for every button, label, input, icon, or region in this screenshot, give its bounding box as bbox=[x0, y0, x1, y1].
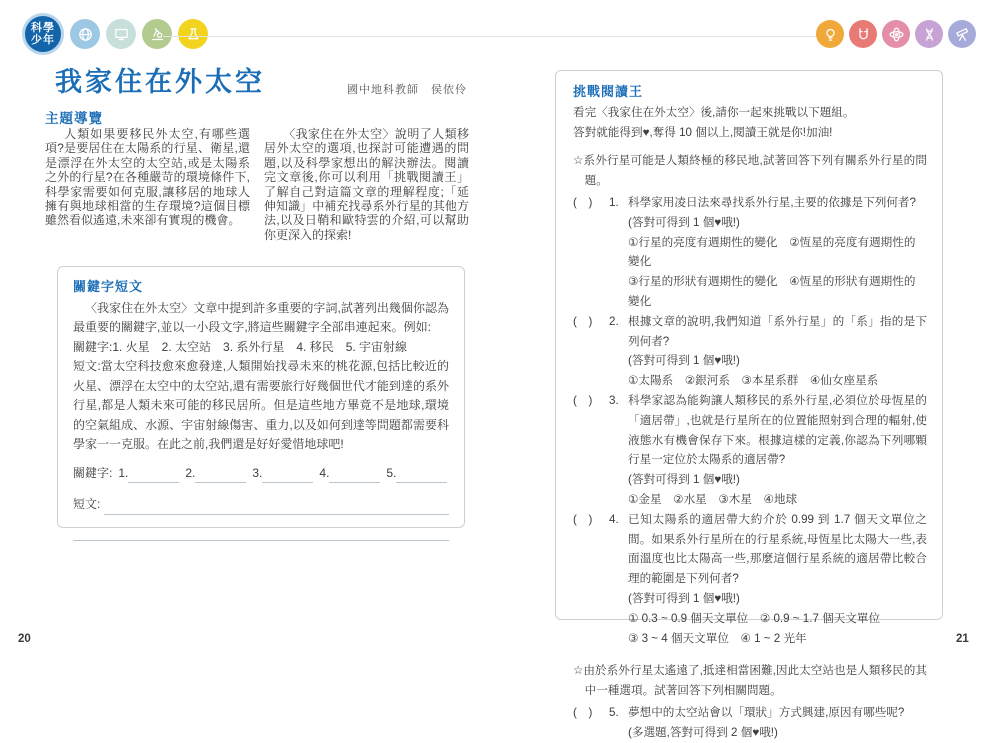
question-number: 5. bbox=[609, 705, 619, 719]
guide-section-heading: 主題導覽 bbox=[45, 111, 103, 126]
science-youth-logo bbox=[22, 13, 64, 55]
earth-science-icon bbox=[70, 19, 100, 49]
logo-line2: 少年 bbox=[31, 34, 55, 46]
fill-blank-1[interactable] bbox=[128, 469, 179, 483]
question-2 bbox=[573, 312, 927, 391]
answer-blank[interactable]: ( ) bbox=[573, 512, 593, 526]
technology-icon bbox=[106, 19, 136, 49]
section-star-2: ☆由於系外行星太遙遠了,抵達相當困難,因此太空站也是人類移民的其中一種選項。試著回答下列相關問題。 bbox=[573, 664, 927, 698]
question-3 bbox=[573, 391, 927, 510]
question-options-line: ③ 3 ~ 4 個天文單位 ④ 1 ~ 2 光年 bbox=[628, 631, 807, 645]
question-reward: (答對可得到 1 個♥哦!) bbox=[628, 354, 740, 368]
fill-number: 5. bbox=[386, 465, 397, 480]
header-right-icons bbox=[816, 20, 976, 48]
question-text: 科學家認為能夠讓人類移民的系外行星,必須位於母恆星的「適居帶」,也就是行星所在的位置能照射到合理的輻射,使液態水有機會保存下來。根據這樣的定義,你認為下列哪顆行星一定位於太陽系的適居帶? bbox=[628, 393, 927, 467]
logo-line1: 科學 bbox=[31, 22, 55, 34]
question-options-line: ③行星的形狀有週期性的變化 ④恆星的形狀有週期性的變化 bbox=[628, 275, 916, 308]
fill-number: 2. bbox=[185, 465, 196, 480]
question-4 bbox=[573, 510, 927, 649]
short-text-blank-1[interactable] bbox=[104, 501, 449, 515]
telescope-icon bbox=[948, 20, 976, 48]
fill-label: 關鍵字: bbox=[73, 465, 113, 480]
challenge-intro-1: 看完〈我家住在外太空〉後,請你一起來挑戰以下題組。 bbox=[573, 105, 855, 119]
guide-columns bbox=[45, 127, 469, 242]
question-options-line: ①太陽系 ②銀河系 ③本星系群 ④仙女座星系 bbox=[628, 374, 879, 388]
question-number: 1. bbox=[609, 195, 619, 209]
answer-blank[interactable]: ( ) bbox=[573, 705, 593, 719]
question-text: 科學家用凌日法來尋找系外行星,主要的依據是下列何者? bbox=[628, 195, 916, 209]
question-text: 已知太陽系的適居帶大約介於 0.99 到 1.7 個天文單位之間。如果系外行星所在的行星系統,母恆星比太陽大一些,表面溫度也比太陽高一些,那麼這個行星系統的適居帶比較合理的範圍是下列何者? bbox=[628, 512, 927, 586]
fill-blank-5[interactable] bbox=[396, 469, 447, 483]
dna-icon bbox=[915, 20, 943, 48]
question-5 bbox=[573, 703, 927, 743]
article-title: 我家住在外太空 bbox=[55, 67, 265, 97]
keyword-essay-box bbox=[57, 266, 465, 528]
question-1 bbox=[573, 193, 927, 312]
question-text: 夢想中的太空站會以「環狀」方式興建,原因有哪些呢? bbox=[628, 705, 905, 719]
guide-column-2: 〈我家住在外太空〉說明了人類移居外太空的選項,也探討可能遭遇的問題,以及科學家想出的解決辦法。閱讀完文章後,你可以利用「挑戰閱讀王」了解自己對這篇文章的理解程度;「延伸知識」中補充找尋系外行星的其他方法,以及日鞘和歐特雲的介紹,可以幫助你更深入的探索! bbox=[264, 127, 469, 242]
page-number-left: 20 bbox=[18, 633, 31, 645]
reading-challenge-box bbox=[555, 70, 943, 739]
keyword-box-intro: 〈我家住在外太空〉文章中提到許多重要的字詞,試著列出幾個你認為最重要的關鍵字,並以一小段文字,將這些關鍵字全部串連起來。例如: bbox=[73, 300, 449, 334]
question-reward: (答對可得到 1 個♥哦!) bbox=[628, 591, 740, 605]
header-left-icons bbox=[22, 13, 208, 55]
answer-blank[interactable]: ( ) bbox=[573, 314, 593, 328]
life-science-icon bbox=[142, 19, 172, 49]
keyword-box-heading: 關鍵字短文 bbox=[73, 279, 144, 294]
guide-column-1: 人類如果要移民外太空,有哪些選項?是要居住在太陽系的行星、衛星,還是漂浮在外太空的太空站,或是太陽系之外的行星?在各種嚴苛的環境條件下,科學家需要如何克服,讓移居的地球人擁有與地球相當的生存環境?這個目標雖然看似遙遠,未來卻有實現的機會。 bbox=[45, 127, 250, 228]
fill-number: 1. bbox=[118, 465, 129, 480]
page-number-right: 21 bbox=[956, 633, 969, 645]
question-number: 2. bbox=[609, 314, 619, 328]
example-short-text: 短文:當太空科技愈來愈發達,人類開始找尋未來的桃花源,包括比較近的火星、漂浮在太空中的太空站,還有需要旅行好幾個世代才能到達的系外行星,都是人類未來可能的移民居所。但是這些地方畢竟不是地球,環境的空氣組成、水源、宇宙射線傷害、重力,以及如何到達等問題都需要科學家一一克服。在此之前,我們還是好好愛惜地球吧! bbox=[73, 359, 449, 451]
question-reward: (多選題,答對可得到 2 個♥哦!) bbox=[628, 725, 778, 739]
answer-blank[interactable]: ( ) bbox=[573, 195, 593, 209]
question-options-line: ① 0.3 ~ 0.9 個天文單位 ② 0.9 ~ 1.7 個天文單位 bbox=[628, 611, 881, 625]
author-byline: 國中地科教師 侯依伶 bbox=[347, 84, 467, 96]
fill-blank-4[interactable] bbox=[329, 469, 380, 483]
chemistry-flask-icon bbox=[178, 19, 208, 49]
question-options-line: ①行星的亮度有週期性的變化 ②恆星的亮度有週期性的變化 bbox=[628, 235, 916, 269]
fill-number: 4. bbox=[319, 465, 330, 480]
question-number: 4. bbox=[609, 512, 619, 526]
short-text-fill-row bbox=[73, 495, 449, 515]
short-text-blank-2[interactable] bbox=[73, 515, 449, 541]
challenge-intro-2: 答對就能得到♥,奪得 10 個以上,閱讀王就是你!加油! bbox=[573, 125, 833, 139]
question-text: 根據文章的說明,我們知道「系外行星」的「系」指的是下列何者? bbox=[628, 314, 927, 348]
header-divider bbox=[163, 36, 839, 37]
question-reward: (答對可得到 1 個♥哦!) bbox=[628, 215, 740, 229]
answer-blank[interactable]: ( ) bbox=[573, 393, 593, 407]
short-text-label: 短文: bbox=[73, 497, 101, 511]
keyword-fill-in-row bbox=[73, 464, 449, 484]
section-star-1: ☆系外行星可能是人類終極的移民地,試著回答下列有關系外行星的問題。 bbox=[573, 154, 927, 188]
question-options-line: ①金星 ②水星 ③木星 ④地球 bbox=[628, 492, 798, 506]
fill-blank-2[interactable] bbox=[195, 469, 246, 483]
question-number: 3. bbox=[609, 393, 619, 407]
magnet-icon bbox=[849, 20, 877, 48]
question-reward: (答對可得到 1 個♥哦!) bbox=[628, 473, 740, 487]
atom-icon bbox=[882, 20, 910, 48]
challenge-heading: 挑戰閱讀王 bbox=[573, 84, 644, 99]
lightbulb-icon bbox=[816, 20, 844, 48]
fill-blank-3[interactable] bbox=[262, 469, 313, 483]
fill-number: 3. bbox=[252, 465, 263, 480]
example-keywords: 關鍵字:1. 火星 2. 太空站 3. 系外行星 4. 移民 5. 宇宙射線 bbox=[73, 339, 408, 354]
